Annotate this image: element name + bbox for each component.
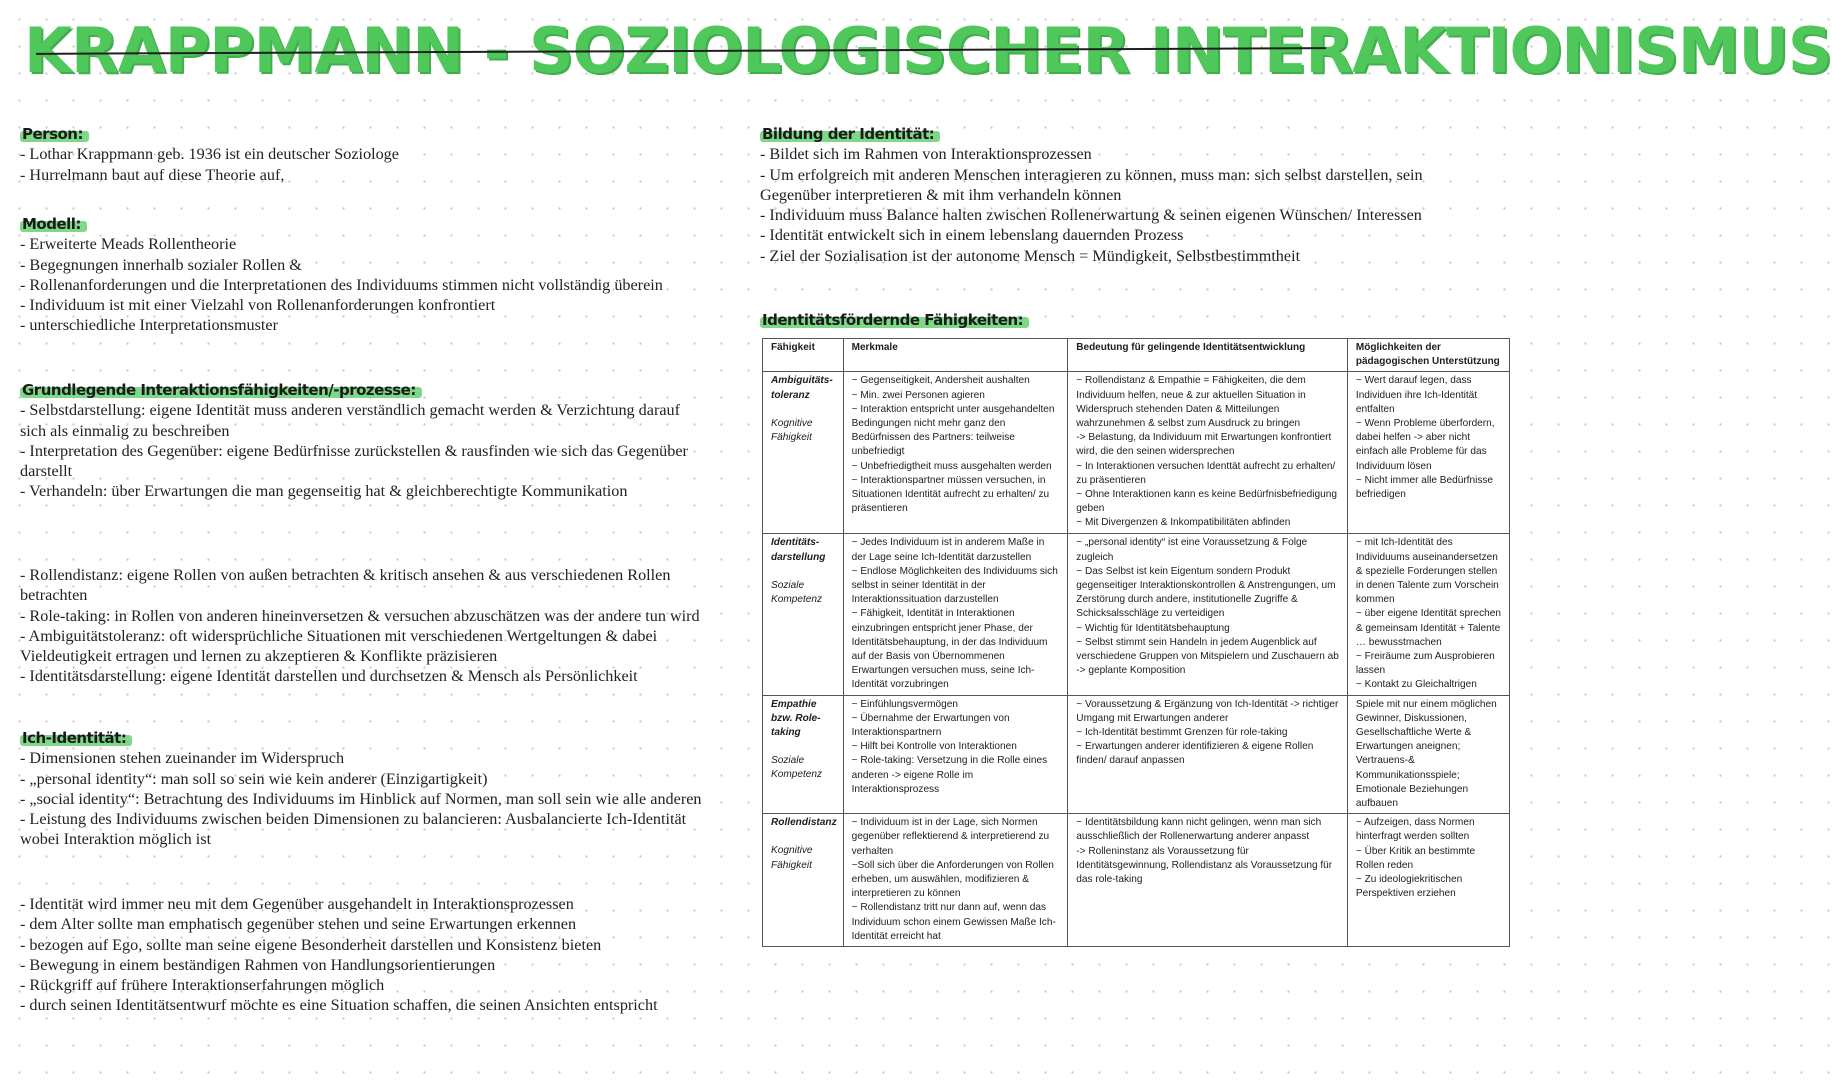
faehigkeit-type: Kognitive Fähigkeit bbox=[771, 417, 813, 444]
bedeutung-line: -> Rolleninstanz als Voraussetzung für Identitätsgewinnung, Rollendistanz als Voraussetzung für das role-taking bbox=[1076, 845, 1333, 886]
moeglichkeiten-line: ~ Kontakt zu Gleichaltrigen bbox=[1355, 679, 1477, 691]
text-line: - Interpretation des Gegenüber: eigene Bedürfnisse zurückstellen & rausfinden wie sich das Gegenüber darstellt bbox=[20, 441, 692, 481]
text-line: - unterschiedliche Interpretationsmuster bbox=[20, 316, 279, 335]
heading-faehigkeiten: Identitätsfördernde Fähigkeiten: bbox=[760, 310, 1029, 330]
table-header-cell: Möglichkeiten der pädagogischen Unterstützung bbox=[1347, 339, 1509, 372]
text-line: - bezogen auf Ego, sollte man seine eigene Besonderheit darstellen und Konsistenz bieten bbox=[20, 935, 602, 954]
faehigkeit-name: Rollendistanz bbox=[771, 817, 837, 829]
cell-faehigkeit bbox=[763, 695, 844, 814]
bedeutung-line: ~ Rollendistanz & Empathie = Fähigkeiten, die dem Individuum helfen, neue & zur aktuellen Situation in Widerspruch stehenden Daten & Mitteilungen wahrzunehmen & selbst zum Ausdruck zu bringen bbox=[1076, 375, 1306, 430]
merkmale-line: ~ Interaktionspartner müssen versuchen, in Situationen Identität aufrecht zu erhalten/ zu präsentieren bbox=[851, 474, 1050, 515]
heading-grundlegende: Grundlegende Interaktionsfähigkeiten/-prozesse: bbox=[20, 380, 422, 400]
bedeutung-line: ~ Das Selbst ist kein Eigentum sondern Produkt gegenseitiger Interaktionskontrollen & Anstrengungen, um Zerstörung durch andere, institutionelle Zugriffe & Schicksalsschläge zu verteidigen bbox=[1076, 565, 1336, 620]
text-line: - Ziel der Sozialisation ist der autonome Mensch = Mündigkeit, Selbstbestimmtheit bbox=[760, 246, 1301, 265]
text-line: - Identitätsdarstellung: eigene Identität darstellen und durchsetzen & Mensch als Persönlichkeit bbox=[20, 667, 638, 686]
cell-moeglichkeiten bbox=[1347, 534, 1509, 695]
cell-merkmale bbox=[843, 534, 1068, 695]
moeglichkeiten-line: ~ mit Ich-Identität des Individuums auseinandersetzen & spezielle Forderungen stellen in denen Talente zum Vorschein kommen bbox=[1355, 537, 1499, 606]
text-line: - Dimensionen stehen zueinander im Widerspruch bbox=[20, 749, 345, 768]
merkmale-line: ~ Übernahme der Erwartungen von Interaktionspartnern bbox=[851, 712, 1010, 739]
moeglichkeiten-line: ~ Zu ideologiekritischen Perspektiven erziehen bbox=[1355, 874, 1463, 900]
table-row bbox=[763, 372, 1510, 534]
merkmale-line: ~ Role-taking: Versetzung in die Rolle eines anderen -> eigene Rolle im Interaktionsprozess bbox=[851, 755, 1048, 795]
section-grundlegende-2 bbox=[20, 565, 715, 687]
table-row bbox=[763, 534, 1510, 695]
faehigkeit-type: Kognitive Fähigkeit bbox=[771, 845, 813, 871]
merkmale-line: ~ Rollendistanz tritt nur dann auf, wenn das Individuum schon einem Gewissen Maße Ich-Identität erreicht hat bbox=[851, 902, 1056, 942]
bedeutung-line: ~ „personal identity“ ist eine Voraussetzung & Folge zugleich bbox=[1076, 537, 1308, 563]
text-line: - Identität wird immer neu mit dem Gegenüber ausgehandelt in Interaktionsprozessen bbox=[20, 895, 574, 913]
bedeutung-line: -> Belastung, da Individuum mit Erwartungen konfrontiert wird, die den seinen widersprechen bbox=[1076, 432, 1332, 458]
moeglichkeiten-line: ~ Wenn Probleme überfordern, dabei helfen -> aber nicht einfach alle Probleme für das Individuum lösen bbox=[1355, 418, 1495, 472]
cell-moeglichkeiten bbox=[1347, 695, 1509, 814]
faehigkeit-type: Soziale Kompetenz bbox=[771, 579, 823, 606]
table-row bbox=[763, 814, 1510, 947]
cell-merkmale bbox=[843, 814, 1068, 947]
merkmale-line: ~ Individuum ist in der Lage, sich Normen gegenüber reflektierend & interpretierend zu verhalten bbox=[851, 817, 1050, 857]
heading-modell: Modell: bbox=[20, 214, 87, 234]
table-header-cell: Bedeutung für gelingende Identitätsentwicklung bbox=[1068, 339, 1348, 372]
cell-merkmale bbox=[843, 372, 1068, 534]
moeglichkeiten-line: ~ Nicht immer alle Bedürfnisse befriedigen bbox=[1355, 474, 1494, 501]
text-line: - Erweiterte Meads Rollentheorie bbox=[20, 235, 237, 254]
merkmale-line: ~ Jedes Individuum ist in anderem Maße in der Lage seine Ich-Identität darzustellen bbox=[851, 537, 1045, 563]
moeglichkeiten-line: ~ Freiräume zum Ausprobieren lassen bbox=[1355, 651, 1495, 677]
text-line: - Begegnungen innerhalb sozialer Rollen & bbox=[20, 255, 302, 274]
text-line: - Selbstdarstellung: eigene Identität muss anderen verständlich gemacht werden & Verzichtung darauf sich als einmalig zu beschreiben bbox=[20, 401, 685, 440]
moeglichkeiten-line: Spiele mit nur einem möglichen Gewinner, Diskussionen, Gesellschaftliche Werte & Erwartungen aneignen; Vertrauens-& Kommunikationsspiele; Emotionale Beziehungen aufbauen bbox=[1355, 698, 1497, 810]
section-ich-identitaet bbox=[20, 728, 725, 850]
table-header-cell: Fähigkeit bbox=[763, 339, 844, 372]
table-row bbox=[763, 695, 1510, 814]
faehigkeiten-table bbox=[762, 338, 1510, 947]
merkmale-line: ~ Unbefriedigtheit muss ausgehalten werden bbox=[851, 460, 1052, 472]
text-line: - Individuum ist mit einer Vielzahl von Rollenanforderungen konfrontiert bbox=[20, 296, 496, 315]
section-person bbox=[20, 124, 740, 185]
heading-ich-identitaet: Ich-Identität: bbox=[20, 728, 132, 748]
merkmale-line: ~ Endlose Möglichkeiten des Individuums sich selbst in seiner Identität in der Interaktionssituation darzustellen bbox=[851, 565, 1058, 606]
cell-faehigkeit bbox=[763, 534, 844, 695]
bedeutung-line: ~ Ohne Interaktionen kann es keine Bedürfnisbefriedigung geben bbox=[1076, 489, 1337, 515]
text-line: - Verhandeln: über Erwartungen die man gegenseitig hat & gleichberechtigte Kommunikation bbox=[20, 482, 628, 501]
merkmale-line: ~ Einfühlungsvermögen bbox=[851, 698, 958, 710]
bedeutung-line: ~ Ich-Identität bestimmt Grenzen für role-taking bbox=[1076, 727, 1288, 739]
faehigkeit-name: Identitäts-darstellung bbox=[771, 537, 826, 563]
text-line: - „personal identity“: man soll so sein wie kein anderer (Einzigartigkeit) bbox=[20, 769, 488, 788]
text-line: - dem Alter sollte man emphatisch gegenüber stehen und seine Erwartungen erkennen bbox=[20, 915, 577, 934]
merkmale-line: ~Soll sich über die Anforderungen von Rollen erheben, um auswählen, modifizieren & interpretieren zu können bbox=[851, 859, 1054, 900]
bedeutung-line: ~ Mit Divergenzen & Inkompatibilitäten abfinden bbox=[1076, 517, 1291, 529]
bedeutung-line: ~ Selbst stimmt sein Handeln in jedem Augenblick auf verschiedene Gruppen von Mitspielern und Zuschauern ab -> geplante Komposition bbox=[1076, 636, 1339, 677]
cell-bedeutung bbox=[1068, 372, 1348, 534]
section-modell bbox=[20, 214, 680, 336]
merkmale-line: ~ Hilft bei Kontrolle von Interaktionen bbox=[851, 741, 1017, 753]
cell-bedeutung bbox=[1068, 695, 1348, 814]
text-line: - Lothar Krappmann geb. 1936 ist ein deutscher Soziologe bbox=[20, 145, 399, 164]
section-grundlegende bbox=[20, 380, 710, 502]
cell-moeglichkeiten bbox=[1347, 814, 1509, 947]
text-line: - Bewegung in einem beständigen Rahmen von Handlungsorientierungen bbox=[20, 955, 496, 974]
cell-bedeutung bbox=[1068, 814, 1348, 947]
text-line: - Bildet sich im Rahmen von Interaktionsprozessen bbox=[760, 145, 1092, 164]
text-line: - Rollenanforderungen und die Interpretationen des Individuums stimmen nicht vollständig überein bbox=[20, 275, 663, 294]
text-line: - „social identity“: Betrachtung des Individuums im Hinblick auf Normen, man soll sein wie alle anderen bbox=[20, 789, 702, 808]
faehigkeit-type: Soziale Kompetenz bbox=[771, 755, 823, 781]
bedeutung-line: ~ In Interaktionen versuchen Identtät aufrecht zu erhalten/ zu präsentieren bbox=[1076, 460, 1336, 486]
cell-faehigkeit bbox=[763, 372, 844, 534]
bedeutung-line: ~ Wichtig für Identitätsbehauptung bbox=[1076, 622, 1230, 634]
faehigkeit-name: Empathie bzw. Role-taking bbox=[771, 698, 821, 739]
merkmale-line: ~ Fähigkeit, Identität in Interaktionen einzubringen entspricht jener Phase, der Identitätsbehauptung, in der das Individuum auf der Basis von Übernommenen Erwartungen versuchen muss, seine Ich-Identität vorzubringen bbox=[851, 608, 1048, 691]
section-bildung bbox=[760, 124, 1470, 266]
moeglichkeiten-line: ~ Wert darauf legen, dass Individuen ihre Ich-Identität entfalten bbox=[1355, 375, 1478, 415]
text-line: - Identität entwickelt sich in einem lebenslang dauernden Prozess bbox=[760, 226, 1184, 245]
heading-bildung: Bildung der Identität: bbox=[760, 124, 940, 144]
text-line: - Rückgriff auf frühere Interaktionserfahrungen möglich bbox=[20, 976, 385, 995]
text-line: - Role-taking: in Rollen von anderen hineinversetzen & versuchen abzuschätzen was der andere tun wird bbox=[20, 606, 700, 625]
text-line: - Rollendistanz: eigene Rollen von außen betrachten & kritisch ansehen & aus verschiedenen Rollen betrachten bbox=[20, 566, 675, 605]
merkmale-line: ~ Interaktion entspricht unter ausgehandelten Bedingungen nicht mehr ganz den Bedürfnissen des Partners: teilweise unbefriedigt bbox=[851, 403, 1055, 458]
page-title: KRAPPMANN - SOZIOLOGISCHER INTERAKTIONISMUS bbox=[24, 14, 1832, 87]
merkmale-line: ~ Gegenseitigkeit, Andersheit aushalten bbox=[851, 375, 1030, 387]
bedeutung-line: ~ Erwartungen anderer identifizieren & eigene Rollen finden/ darauf anpassen bbox=[1076, 741, 1314, 767]
bedeutung-line: ~ Identitätsbildung kann nicht gelingen, wenn man sich ausschließlich der Rollenerwartung anderer anpasst bbox=[1076, 817, 1322, 843]
text-line: - Individuum muss Balance halten zwischen Rollenerwartung & seinen eigenen Wünschen/ Interessen bbox=[760, 206, 1422, 225]
merkmale-line: ~ Min. zwei Personen agieren bbox=[851, 389, 985, 401]
text-line: - Leistung des Individuums zwischen beiden Dimensionen zu balancieren: Ausbalancierte Ich-Identität wobei Interaktion möglich ist bbox=[20, 810, 691, 849]
cell-moeglichkeiten bbox=[1347, 372, 1509, 534]
moeglichkeiten-line: ~ Über Kritik an bestimmte Rollen reden bbox=[1355, 845, 1476, 871]
cell-merkmale bbox=[843, 695, 1068, 814]
table-header-cell: Merkmale bbox=[843, 339, 1068, 372]
moeglichkeiten-line: ~ über eigene Identität sprechen & gemeinsam Identität + Talente … bewusstmachen bbox=[1355, 608, 1501, 648]
section-ich-identitaet-2 bbox=[20, 894, 680, 1016]
text-line: - Ambiguitätstoleranz: oft widersprüchliche Situationen mit verschiedenen Wertgeltungen & dabei Vieldeutigkeit ertragen und lernen zu akzeptieren & Konflikte präzisieren bbox=[20, 626, 661, 666]
bedeutung-line: ~ Voraussetzung & Ergänzung von Ich-Identität -> richtiger Umgang mit Erwartungen anderer bbox=[1076, 698, 1339, 724]
text-line: - Hurrelmann baut auf diese Theorie auf, bbox=[20, 165, 285, 184]
cell-bedeutung bbox=[1068, 534, 1348, 695]
table-header-row bbox=[763, 339, 1510, 372]
cell-faehigkeit bbox=[763, 814, 844, 947]
faehigkeit-name: Ambiguitäts-toleranz bbox=[771, 375, 833, 401]
section-faehigkeiten bbox=[760, 310, 1480, 330]
text-line: - Um erfolgreich mit anderen Menschen interagieren zu können, muss man: sich selbst darstellen, sein Gegenüber interpretieren & mit ihm verhandeln können bbox=[760, 165, 1427, 204]
moeglichkeiten-line: ~ Aufzeigen, dass Normen hinterfragt werden sollten bbox=[1355, 817, 1475, 843]
text-line: - durch seinen Identitätsentwurf möchte es eine Situation schaffen, die seinen Ansichten entspricht bbox=[20, 996, 658, 1015]
heading-person: Person: bbox=[20, 124, 89, 144]
